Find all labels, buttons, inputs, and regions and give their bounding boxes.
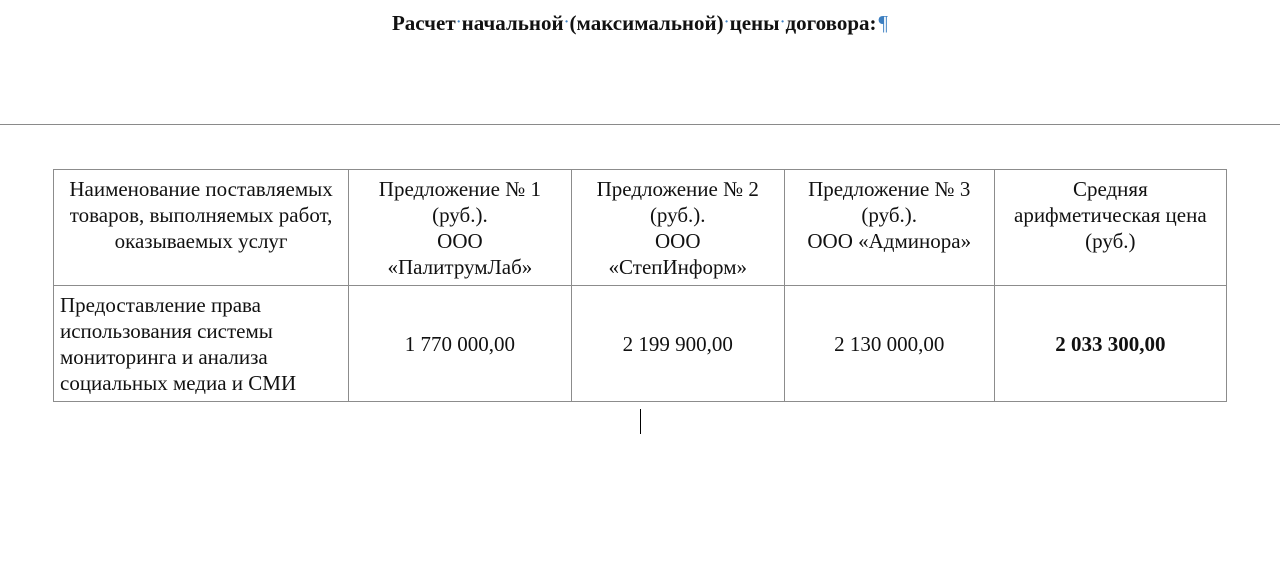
cell-text-line: Предложение № 3 — [808, 177, 971, 201]
cell-text-line: ООО — [437, 229, 483, 253]
cell-text-line: мониторинга и анализа — [60, 345, 268, 369]
cell-text-line: Предложение № 2 — [596, 177, 759, 201]
title-word: начальной — [461, 11, 564, 35]
price-calculation-table[interactable] — [53, 169, 1227, 402]
title-word: договора: — [785, 11, 877, 35]
header-cell-offer-2[interactable] — [571, 170, 784, 286]
cell-text-line: «СтепИнформ» — [608, 255, 747, 279]
header-cell-offer-1[interactable] — [349, 170, 572, 286]
cell-text-line: использования системы — [60, 319, 273, 343]
cell-item-name[interactable] — [54, 286, 349, 402]
space-mark: · — [724, 15, 729, 31]
cell-text-line: социальных медиа и СМИ — [60, 371, 297, 395]
document-title — [0, 8, 1280, 40]
cell-text-line: «ПалитрумЛаб» — [387, 255, 533, 279]
cell-text-line: арифметическая цена — [1014, 203, 1207, 227]
cell-text-line: оказываемых услуг — [114, 229, 288, 253]
table-header-row — [54, 170, 1227, 286]
title-word: (максимальной) — [569, 11, 724, 35]
cell-text-line: Предложение № 1 — [378, 177, 542, 201]
title-word: Расчет — [391, 11, 456, 35]
cell-text-line: ООО «Админора» — [807, 229, 972, 253]
header-cell-average-price[interactable] — [994, 170, 1226, 286]
cell-text-line: ООО — [655, 229, 701, 253]
title-word: цены — [729, 11, 780, 35]
cell-text-line: (руб.). — [861, 203, 918, 227]
text-cursor — [640, 409, 641, 434]
header-cell-item-name[interactable] — [54, 170, 349, 286]
cell-text-line: (руб.) — [1085, 229, 1136, 253]
header-cell-offer-3[interactable] — [784, 170, 994, 286]
page-break-divider — [0, 124, 1280, 125]
cell-offer-1-value[interactable]: 1 770 000,00 — [349, 286, 572, 402]
cell-average-value[interactable]: 2 033 300,00 — [994, 286, 1226, 402]
space-mark: · — [564, 15, 569, 31]
cell-text-line: (руб.). — [649, 203, 706, 227]
table-row — [54, 286, 1227, 402]
cell-offer-2-value[interactable]: 2 199 900,00 — [571, 286, 784, 402]
cell-text-line: Предоставление права — [60, 293, 261, 317]
cell-offer-3-value[interactable]: 2 130 000,00 — [784, 286, 994, 402]
space-mark: · — [780, 15, 785, 31]
space-mark: · — [456, 15, 461, 31]
cell-text-line: Наименование поставляемых — [69, 177, 333, 201]
cell-text-line: (руб.). — [432, 203, 488, 227]
cell-text-line: товаров, выполняемых работ, — [69, 203, 333, 227]
paragraph-mark: ¶ — [878, 11, 889, 35]
cell-text-line: Средняя — [1072, 177, 1148, 201]
